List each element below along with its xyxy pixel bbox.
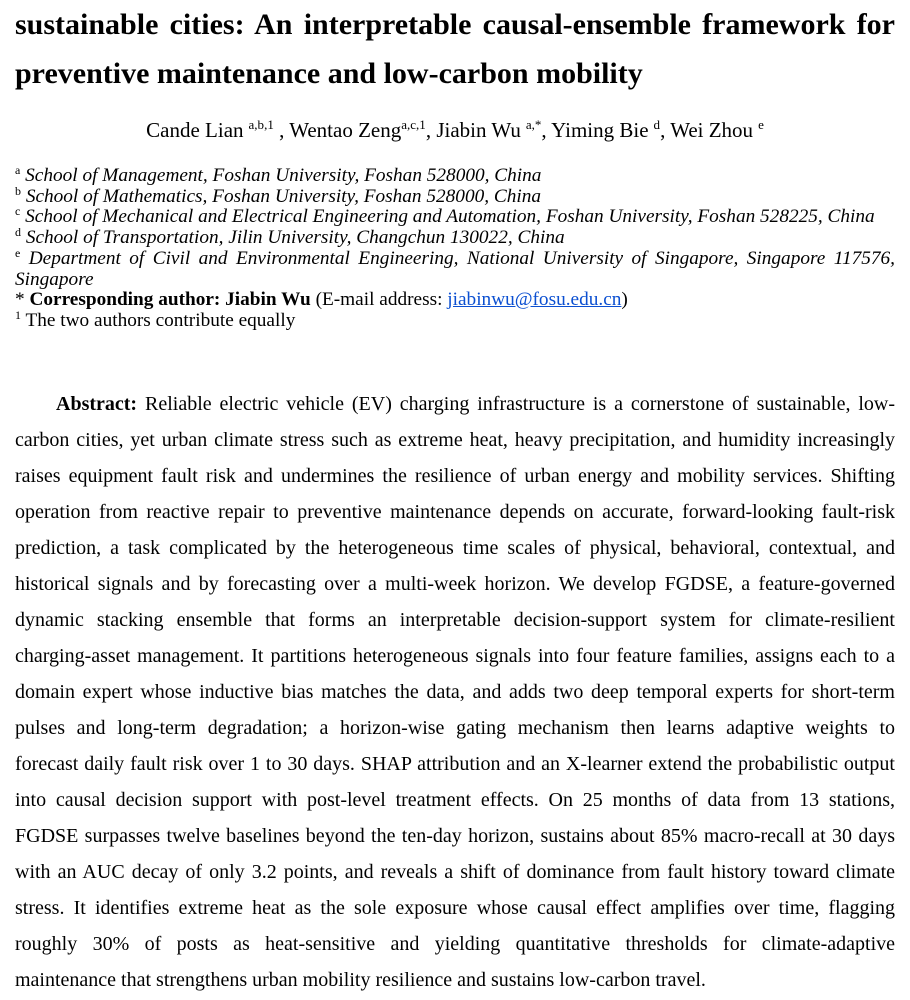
email-prefix: (E-mail address: [315, 289, 448, 311]
affiliation-text: School of Transportation, Jilin University, Changchun 130022, China [25, 227, 565, 249]
affiliation-text: School of Management, Foshan University, Foshan 528000, China [25, 165, 542, 186]
abstract-line: FGDSE surpasses twelve baselines beyond the ten-day horizon, sustains about 85% macro-recall at 30 days [15, 825, 895, 847]
author-separator: , [273, 118, 290, 142]
abstract-line: raises equipment fault risk and undermines the resilience of urban energy and mobility services. Shifting [15, 465, 895, 487]
abstract-line: into causal decision support with post-level treatment effects. On 25 months of data from 13 stations, [15, 789, 895, 811]
abstract-line: stress. It identifies extreme heat as the sole exposure whose causal effect amplifies over time, flagging [15, 897, 895, 919]
equal-contribution-note [15, 307, 895, 332]
corresponding-label: Corresponding author: Jiabin Wu [29, 289, 311, 311]
affiliation-text: School of Mathematics, Foshan University, Foshan 528000, China [25, 185, 542, 207]
abstract-line: with an AUC decay of only 3.2 points, and reveals a shift of dominance from fault history toward climate [15, 861, 895, 883]
affiliation-text: School of Mechanical and Electrical Engineering and Automation, Foshan University, Foshan 528225, China [25, 206, 875, 228]
affiliation-d [15, 224, 895, 249]
affiliation-mark: a [15, 162, 21, 177]
email-suffix: ) [621, 289, 628, 311]
author-affiliation-marks: a,* [525, 117, 542, 133]
affiliation-b [15, 183, 895, 208]
author-affiliation-marks: e [758, 117, 764, 133]
abstract-line: maintenance that strengthens urban mobility resilience and sustains low-carbon travel. [15, 969, 706, 991]
author-affiliation-marks: d [653, 117, 661, 133]
author-list [0, 116, 910, 144]
abstract-line: domain expert whose inductive bias matches the data, and adds two deep temporal experts for short-term [15, 681, 895, 703]
corresponding-mark: * [15, 289, 25, 311]
author-affiliation-marks: a,c,1 [401, 117, 426, 133]
author-affiliation-marks: a,b,1 [248, 117, 274, 133]
equal-contribution-mark: 1 [15, 307, 21, 322]
affiliation-mark: e [15, 245, 21, 260]
author-name: Jiabin Wu [436, 118, 521, 142]
abstract-line: forecast daily fault risk over 1 to 30 days. SHAP attribution and an X-learner extend the probabilistic output [15, 753, 895, 775]
abstract-line: historical signals and by forecasting over a multi-week horizon. We develop FGDSE, a feature-governed [15, 573, 895, 595]
affiliation-mark: c [15, 204, 21, 219]
abstract-line: pulses and long-term degradation; a horizon-wise gating mechanism then learns adaptive weights to [15, 717, 895, 739]
affiliation-mark: b [15, 183, 21, 198]
affiliation-mark: d [15, 224, 21, 239]
affiliations [15, 162, 895, 332]
corresponding-author-note [15, 290, 895, 311]
email-link[interactable]: jiabinwu@fosu.edu.cn [447, 289, 622, 311]
equal-contribution-text: The two authors contribute equally [25, 309, 296, 331]
abstract-line [15, 386, 895, 422]
abstract-text: Reliable electric vehicle (EV) charging infrastructure is a cornerstone of sustainable, low- [144, 393, 895, 415]
abstract-line: prediction, a task complicated by the heterogeneous time scales of physical, behavioral, contextual, and [15, 537, 895, 559]
abstract-line: roughly 30% of posts as heat-sensitive and yielding quantitative thresholds for climate-adaptive [15, 933, 895, 955]
author-name: Yiming Bie [551, 118, 649, 142]
affiliation-e [15, 245, 895, 290]
abstract-line: carbon cities, yet urban climate stress such as extreme heat, heavy precipitation, and humidity increasingly [15, 429, 895, 451]
affiliation-c [15, 204, 895, 228]
abstract-line: dynamic stacking ensemble that forms an interpretable decision-support system for climate-resilient [15, 609, 895, 631]
abstract-label: Abstract: [56, 393, 138, 415]
author-separator: , [660, 118, 671, 142]
author-name: Wei Zhou [670, 118, 754, 142]
affiliation-a [15, 162, 895, 187]
abstract [15, 386, 895, 998]
paper-title [15, 0, 895, 98]
author-name: Wentao Zeng [289, 118, 402, 142]
author-separator: , [425, 118, 437, 142]
title-line-1: sustainable cities: An interpretable causal-ensemble framework for [15, 8, 895, 41]
abstract-line: operation from reactive repair to preventive maintenance depends on accurate, forward-looking fault-risk [15, 501, 895, 523]
author-name: Cande Lian [146, 118, 244, 142]
author-separator: , [541, 118, 552, 142]
affiliation-text: Department of Civil and Environmental Engineering, National University of Singapore, Singapore 117576, Singapore [15, 247, 895, 290]
abstract-line: charging-asset management. It partitions heterogeneous signals into four feature families, assigns each to a [15, 645, 895, 667]
title-line-2: preventive maintenance and low-carbon mobility [15, 57, 643, 90]
